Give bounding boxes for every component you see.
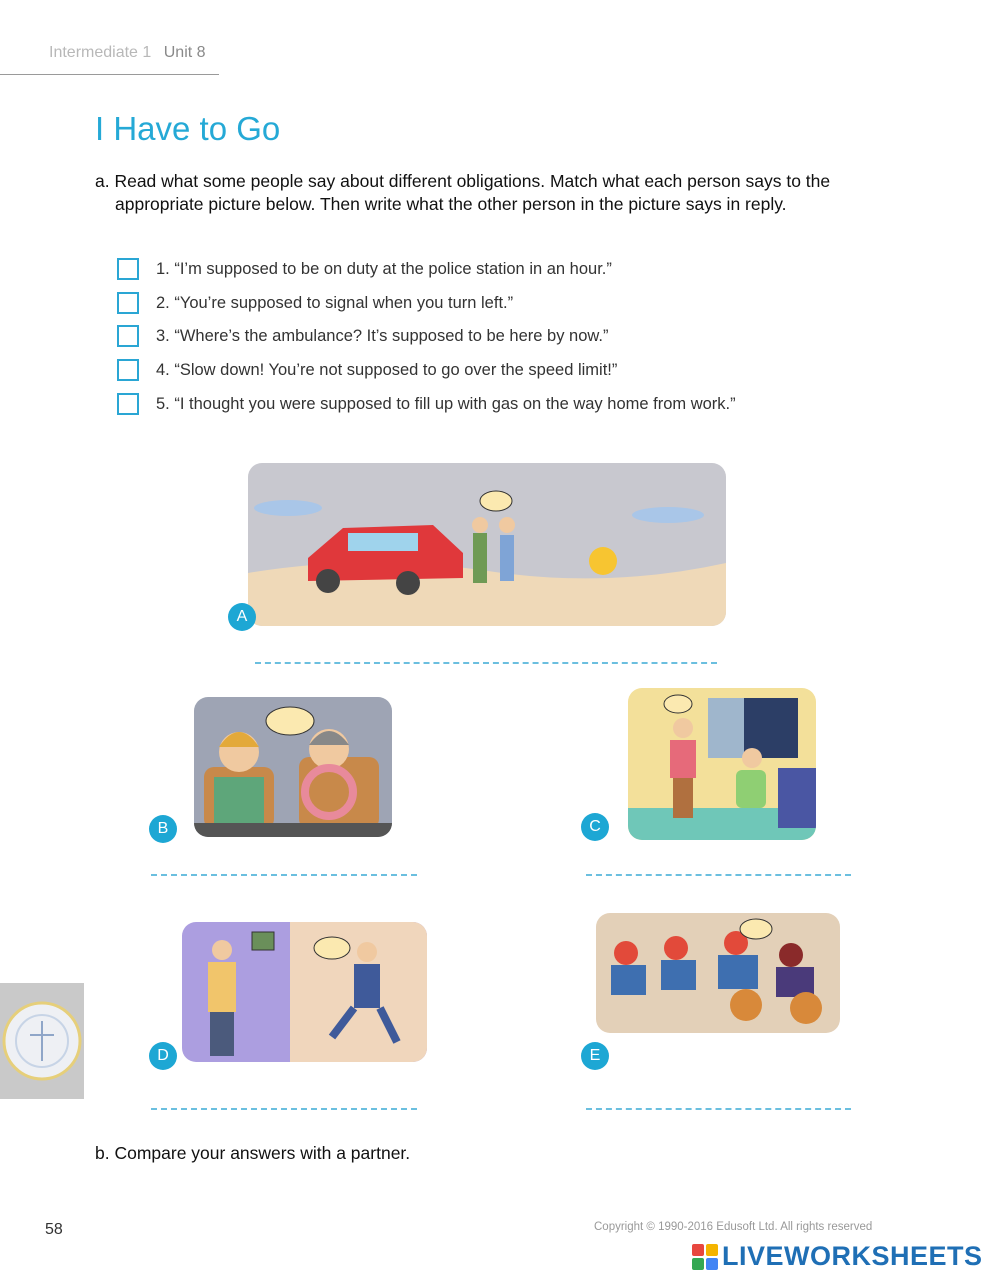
page-header bbox=[49, 44, 206, 62]
instruction-a bbox=[95, 170, 895, 216]
list-item bbox=[117, 290, 513, 316]
item-text-3: 3. “Where’s the ambulance? It’s supposed to be here by now.” bbox=[156, 326, 609, 345]
item-text-2: 2. “You’re supposed to signal when you turn left.” bbox=[156, 293, 514, 312]
instruction-a-text: a. Read what some people say about different obligations. Match what each person says to the appropriate picture below. Then write what the other person in the picture says in reply. bbox=[95, 171, 831, 214]
label-badge-a: A bbox=[228, 603, 256, 631]
page-number: 58 bbox=[45, 1221, 63, 1238]
brand-name: LIVEWORKSHEETS bbox=[722, 1241, 983, 1271]
picture-a-illustration bbox=[248, 463, 726, 626]
course-level: Intermediate 1 bbox=[49, 44, 152, 61]
item-text-5: 5. “I thought you were supposed to fill up with gas on the way home from work.” bbox=[156, 394, 736, 413]
answer-checkbox-2[interactable] bbox=[117, 292, 139, 314]
instruction-b: b. Compare your answers with a partner. bbox=[95, 1143, 411, 1163]
copyright-notice: Copyright © 1990-2016 Edusoft Ltd. All rights reserved bbox=[594, 1221, 873, 1233]
answer-line-c[interactable] bbox=[586, 874, 851, 876]
liveworksheets-logo bbox=[692, 1241, 983, 1272]
answer-line-a[interactable] bbox=[255, 662, 717, 664]
label-badge-b: B bbox=[149, 815, 177, 843]
picture-b-illustration bbox=[194, 697, 392, 837]
item-text-4: 4. “Slow down! You’re not supposed to go over the speed limit!” bbox=[156, 360, 618, 379]
answer-checkbox-4[interactable] bbox=[117, 359, 139, 381]
list-item bbox=[117, 357, 617, 383]
label-badge-d: D bbox=[149, 1042, 177, 1070]
list-item bbox=[117, 256, 612, 282]
answer-line-d[interactable] bbox=[151, 1108, 417, 1110]
list-item bbox=[117, 323, 609, 349]
answer-checkbox-5[interactable] bbox=[117, 393, 139, 415]
label-badge-c: C bbox=[581, 813, 609, 841]
liveworksheets-icon bbox=[692, 1244, 718, 1270]
unit-label: Unit 8 bbox=[163, 44, 206, 61]
label-badge-e: E bbox=[581, 1042, 609, 1070]
header-divider bbox=[0, 74, 219, 75]
picture-d-illustration bbox=[182, 922, 427, 1062]
university-seal bbox=[0, 983, 84, 1099]
answer-line-e[interactable] bbox=[586, 1108, 851, 1110]
answer-checkbox-3[interactable] bbox=[117, 325, 139, 347]
item-text-1: 1. “I’m supposed to be on duty at the police station in an hour.” bbox=[156, 259, 612, 278]
page-title: I Have to Go bbox=[95, 110, 281, 147]
picture-c-illustration bbox=[628, 688, 816, 840]
answer-line-b[interactable] bbox=[151, 874, 417, 876]
picture-e-illustration bbox=[596, 913, 840, 1033]
answer-checkbox-1[interactable] bbox=[117, 258, 139, 280]
list-item bbox=[117, 391, 736, 417]
